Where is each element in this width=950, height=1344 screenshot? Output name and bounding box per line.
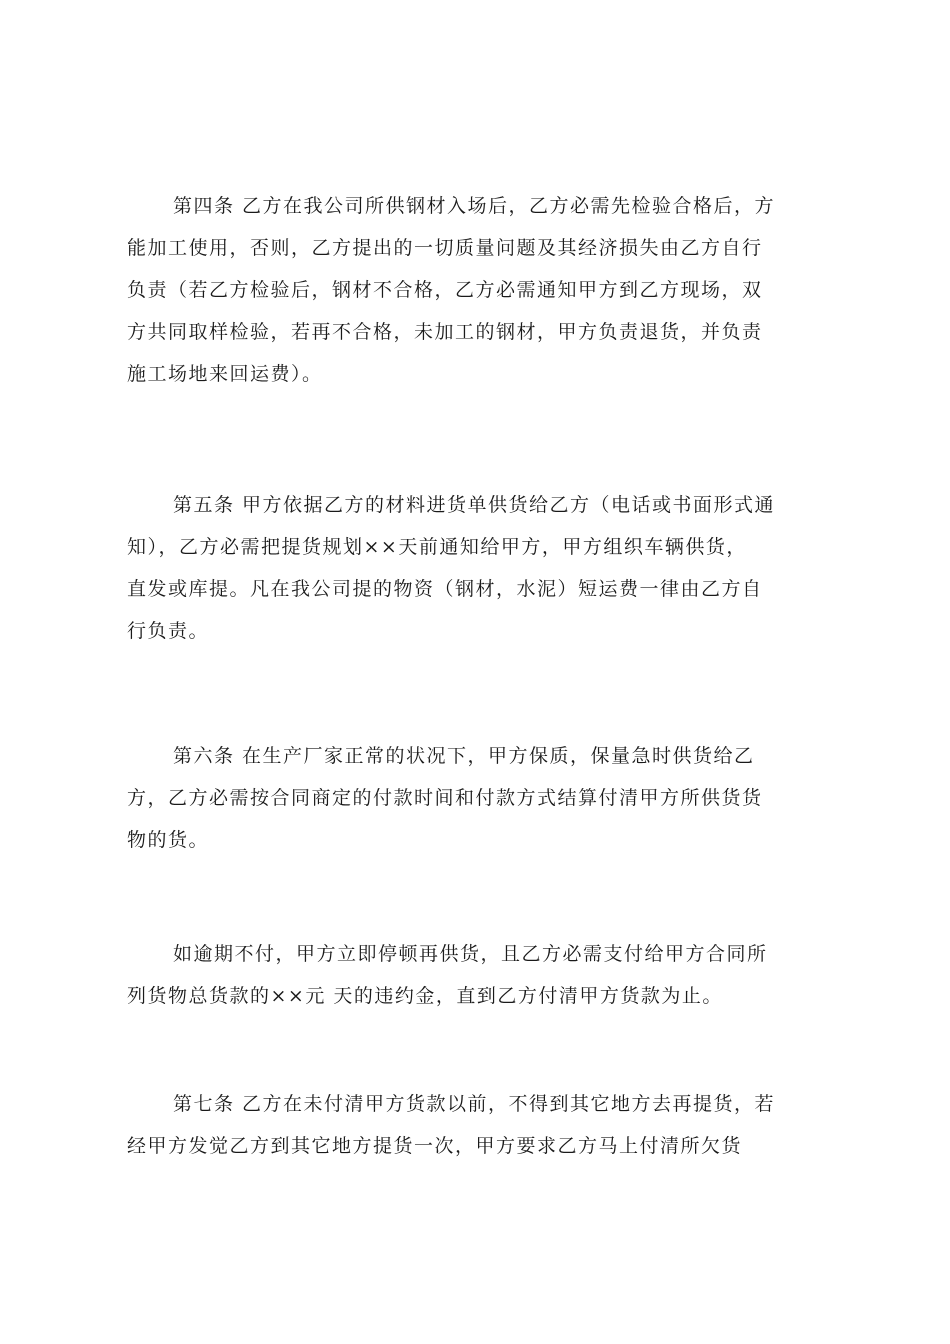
paragraph-line: 负责（若乙方检验后，钢材不合格，乙方必需通知甲方到乙方现场，双 bbox=[127, 279, 763, 301]
paragraph-line: 施工场地来回运费）。 bbox=[127, 363, 323, 385]
paragraph-line: 直发或库提。凡在我公司提的物资（钢材，水泥）短运费一律由乙方自 bbox=[127, 578, 763, 600]
paragraph-line: 第四条 乙方在我公司所供钢材入场后，乙方必需先检验合格后，方 bbox=[173, 195, 776, 217]
paragraph-line: 列货物总货款的××元 天的违约金，直到乙方付清甲方货款为止。 bbox=[127, 985, 723, 1007]
paragraph-article-5 bbox=[127, 484, 831, 652]
paragraph-line: 方共同取样检验，若再不合格，未加工的钢材，甲方负责退货，并负责 bbox=[127, 321, 763, 343]
paragraph-line: 物的货。 bbox=[127, 829, 210, 851]
paragraph-article-6 bbox=[127, 735, 831, 861]
paragraph-overdue-payment bbox=[127, 933, 831, 1017]
paragraph-article-4 bbox=[127, 185, 831, 395]
paragraph-line: 经甲方发觉乙方到其它地方提货一次，甲方要求乙方马上付清所欠货 bbox=[127, 1135, 743, 1157]
paragraph-line: 第六条 在生产厂家正常的状况下，甲方保质，保量急时供货给乙 bbox=[173, 745, 755, 767]
paragraph-article-7 bbox=[127, 1083, 831, 1167]
paragraph-line: 第七条 乙方在未付清甲方货款以前，不得到其它地方去再提货，若 bbox=[173, 1093, 776, 1115]
paragraph-line: 能加工使用，否则，乙方提出的一切质量问题及其经济损失由乙方自行 bbox=[127, 237, 763, 259]
paragraph-line: 方，乙方必需按合同商定的付款时间和付款方式结算付清甲方所供货货 bbox=[127, 787, 763, 809]
paragraph-line: 行负责。 bbox=[127, 620, 210, 642]
paragraph-line: 知），乙方必需把提货规划××天前通知给甲方，甲方组织车辆供货， bbox=[127, 536, 747, 558]
paragraph-line: 如逾期不付，甲方立即停顿再供货，且乙方必需支付给甲方合同所 bbox=[173, 943, 768, 965]
paragraph-line: 第五条 甲方依据乙方的材料进货单供货给乙方（电话或书面形式通 bbox=[173, 494, 776, 516]
